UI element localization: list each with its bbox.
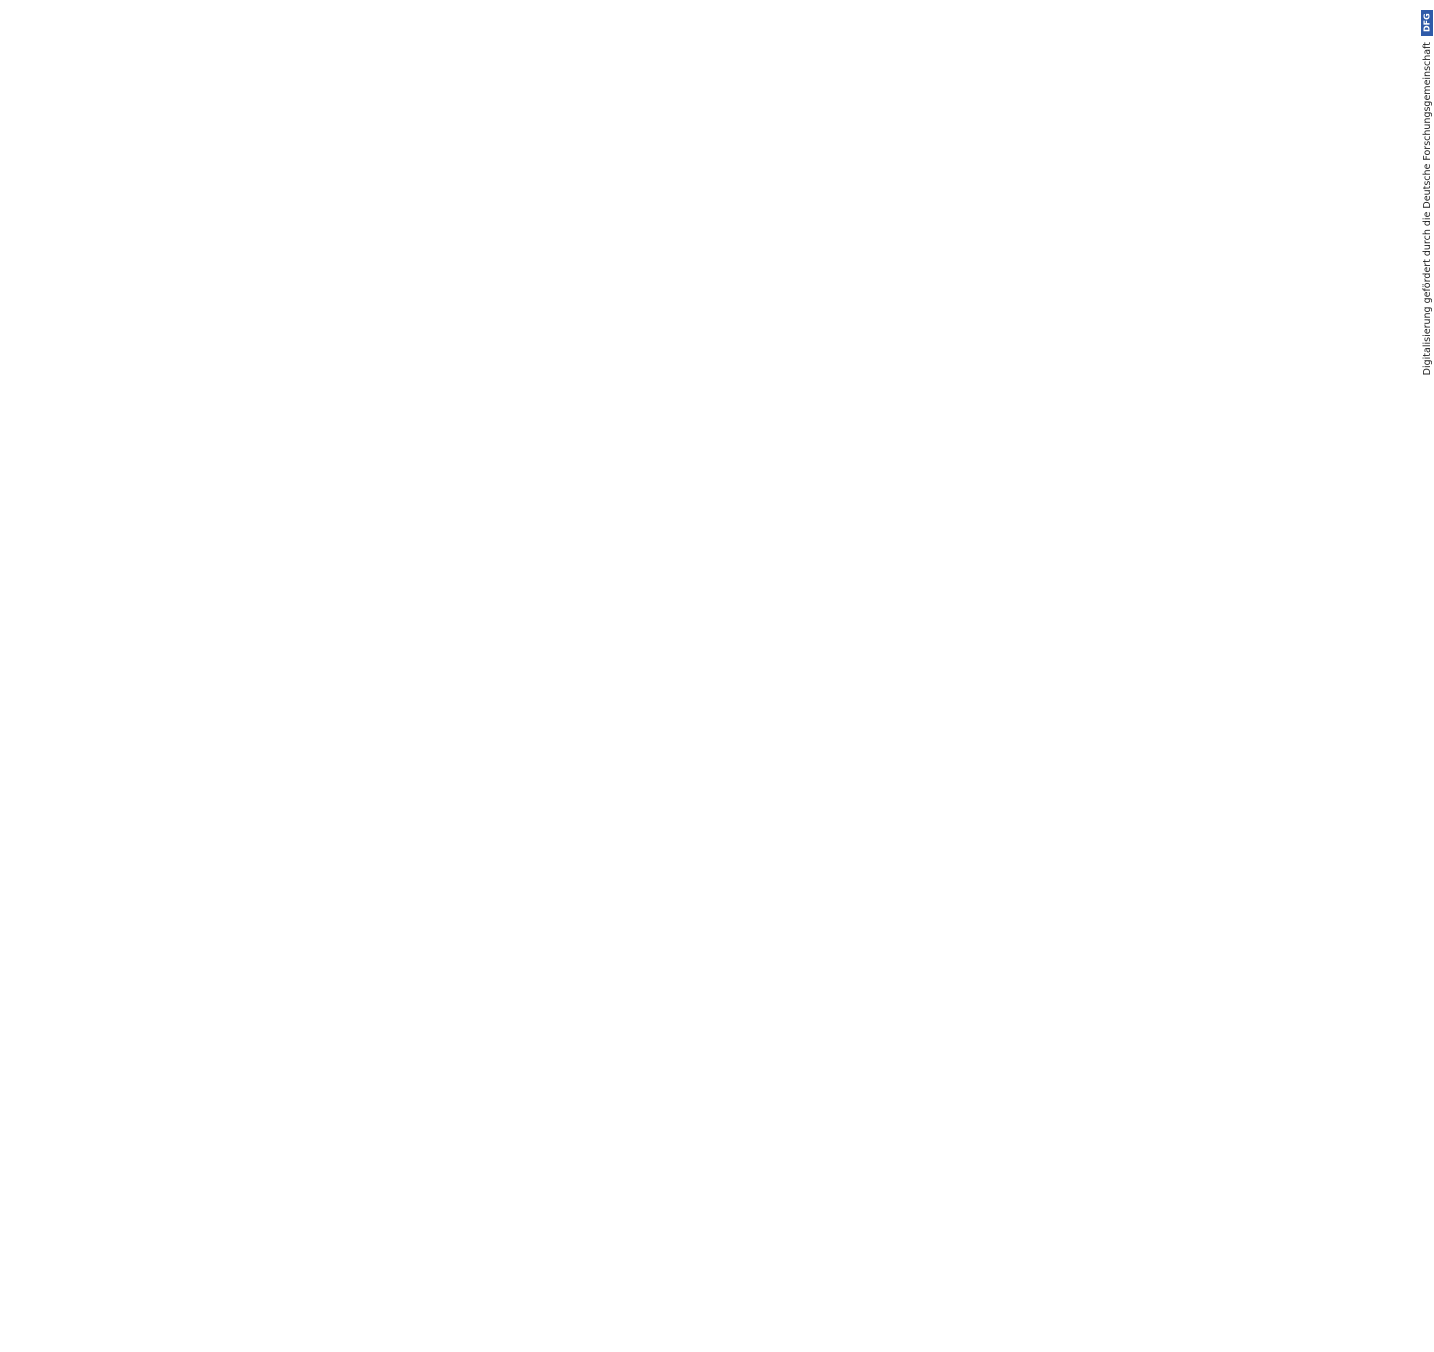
dfg-logo-icon: DFG <box>1421 10 1433 36</box>
funding-note: Digitalisierung gefördert durch die Deutsche Forschungsgemeinschaft <box>1421 42 1433 376</box>
side-attribution <box>1420 10 1434 990</box>
